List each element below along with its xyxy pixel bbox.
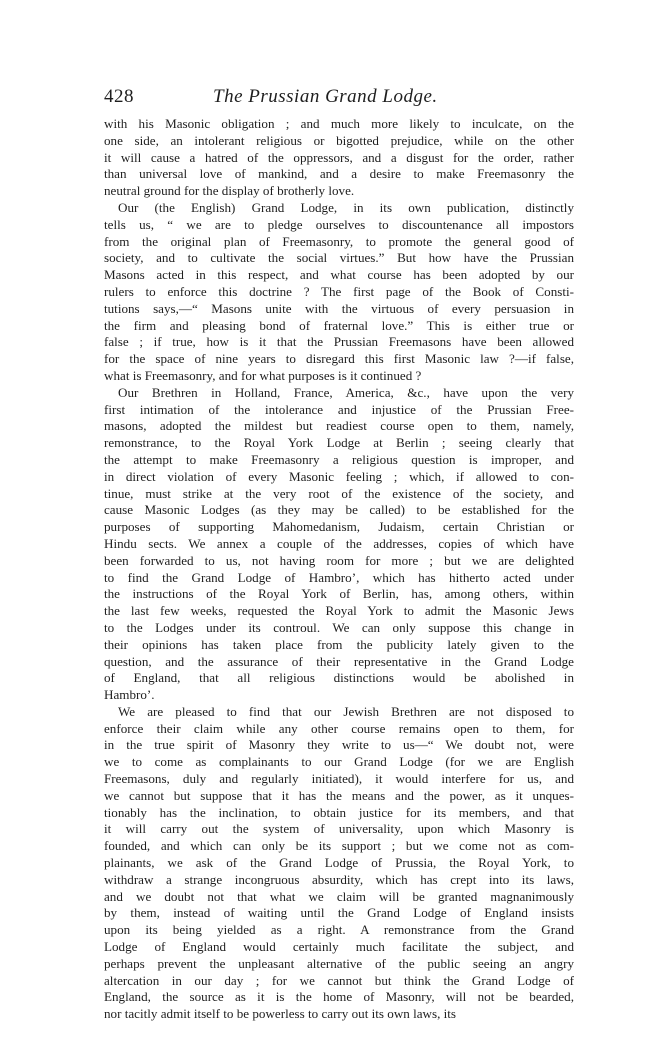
text-line: first intimation of the intolerance and injustice of the Prussian Free- bbox=[104, 401, 574, 417]
text-line: altercation in our day ; for we cannot but think the Grand Lodge of bbox=[104, 972, 574, 988]
text-line: Our Brethren in Holland, France, America, &c., have upon the very bbox=[118, 384, 574, 400]
text-line: Lodge of England would certainly much facilitate the subject, and bbox=[104, 939, 574, 955]
text-line: their opinions has taken place from the publicity lately given to the bbox=[104, 636, 574, 652]
paragraph bbox=[104, 704, 574, 1023]
text-line: perhaps prevent the unpleasant alternative of the public seeing an angry bbox=[104, 955, 574, 971]
text-line: it will cause a hatred of the oppressors, and a disgust for the order, rather bbox=[104, 149, 574, 165]
text-line: to the Lodges under its controul. We can only suppose this change in bbox=[104, 619, 574, 635]
text-line: remonstrance, to the Royal York Lodge at Berlin ; seeing clearly that bbox=[104, 435, 574, 451]
text-line: Masons acted in this respect, and what course has been adopted by our bbox=[104, 267, 574, 283]
text-line: plainants, we ask of the Grand Lodge of Prussia, the Royal York, to bbox=[104, 855, 574, 871]
paragraph bbox=[104, 116, 574, 200]
text-line: We are pleased to find that our Jewish Brethren are not disposed to bbox=[118, 703, 574, 719]
text-line: England, the source as it is the home of Masonry, will not be bearded, bbox=[104, 989, 574, 1005]
text-line: of England, that all religious distinctions would be abolished in bbox=[104, 670, 574, 686]
text-line: than universal love of mankind, and a desire to make Freemasonry the bbox=[104, 166, 574, 182]
text-line: the instructions of the Royal York of Berlin, has, among others, within bbox=[104, 586, 574, 602]
text-line: it will carry out the system of universality, upon which Masonry is bbox=[104, 821, 574, 837]
text-line: we to come as complainants to our Grand Lodge (for we are English bbox=[104, 754, 574, 770]
text-line: in the true spirit of Masonry they write to us—“ We doubt not, were bbox=[104, 737, 574, 753]
text-line: tutions says,—“ Masons unite with the virtuous of every persuasion in bbox=[104, 300, 574, 316]
text-line: Freemasons, duly and regularly initiated), it would interfere for us, and bbox=[104, 771, 574, 787]
text-line: what is Freemasonry, and for what purposes is it continued ? bbox=[104, 367, 422, 383]
text-line: the last few weeks, requested the Royal York to admit the Masonic Jews bbox=[104, 603, 574, 619]
text-line: from the original plan of Freemasonry, to promote the general good of bbox=[104, 233, 574, 249]
text-line: purposes of supporting Mahomedanism, Judaism, certain Christian or bbox=[104, 519, 574, 535]
paragraph bbox=[104, 385, 574, 704]
text-line: with his Masonic obligation ; and much more likely to inculcate, on the bbox=[104, 116, 574, 131]
text-line: withdraw a strange incongruous absurdity, which has crept into its laws, bbox=[104, 871, 574, 887]
text-line: enforce their claim while any other course remains open to them, for bbox=[104, 720, 574, 736]
text-line: society, and to cultivate the social virtues.” But how have the Prussian bbox=[104, 250, 574, 266]
page-header bbox=[104, 86, 574, 112]
running-title: The Prussian Grand Lodge. bbox=[213, 86, 438, 107]
text-line: Our (the English) Grand Lodge, in its own publication, distinctly bbox=[118, 199, 574, 215]
text-line: for the space of nine years to disregard this first Masonic law ?—if false, bbox=[104, 351, 574, 367]
body-text bbox=[104, 116, 574, 1023]
text-line: the firm and pleasing bond of fraternal love.” This is either true or bbox=[104, 317, 574, 333]
text-line: and we doubt not that what we claim will be granted magnanimously bbox=[104, 888, 574, 904]
text-line: one side, an intolerant religious or bigotted prejudice, while on the other bbox=[104, 132, 574, 148]
paragraph bbox=[104, 200, 574, 385]
text-line: we cannot but suppose that it has the means and the power, as it unques- bbox=[104, 787, 574, 803]
text-line: to find the Grand Lodge of Hambro’, which has hitherto acted under bbox=[104, 569, 574, 585]
text-line: Hindu sects. We annex a couple of the addresses, copies of which have bbox=[104, 535, 574, 551]
page-number: 428 bbox=[104, 86, 134, 107]
text-line: cause Masonic Lodges (as they may be called) to be established for the bbox=[104, 502, 574, 518]
text-line: nor tacitly admit itself to be powerless to carry out its own laws, its bbox=[104, 1006, 457, 1022]
text-line: masons, adopted the mildest but readiest course open to them, namely, bbox=[104, 418, 574, 434]
text-line: Hambro’. bbox=[104, 687, 155, 703]
text-line: tionably has the inclination, to obtain justice for its members, and that bbox=[104, 804, 574, 820]
text-line: by them, instead of waiting until the Grand Lodge of England insists bbox=[104, 905, 574, 921]
text-line: tinue, must strike at the very root of the existence of the society, and bbox=[104, 485, 574, 501]
text-line: rulers to enforce this doctrine ? The first page of the Book of Consti- bbox=[104, 283, 574, 299]
text-line: neutral ground for the display of brotherly love. bbox=[104, 183, 355, 199]
text-line: question, and the assurance of their representative in the Grand Lodge bbox=[104, 653, 574, 669]
text-line: the attempt to make Freemasonry a religious question is improper, and bbox=[104, 451, 574, 467]
text-line: been forwarded to us, not having room for more ; but we are delighted bbox=[104, 552, 574, 568]
text-line: tells us, “ we are to pledge ourselves to discountenance all impostors bbox=[104, 216, 574, 232]
text-line: in direct violation of every Masonic feeling ; which, if allowed to con- bbox=[104, 468, 574, 484]
text-line: upon its being yielded as a right. A remonstrance from the Grand bbox=[104, 922, 574, 938]
text-line: founded, and which can only be its support ; but we come not as com- bbox=[104, 838, 574, 854]
text-line: false ; if true, how is it that the Prussian Freemasons have been allowed bbox=[104, 334, 574, 350]
